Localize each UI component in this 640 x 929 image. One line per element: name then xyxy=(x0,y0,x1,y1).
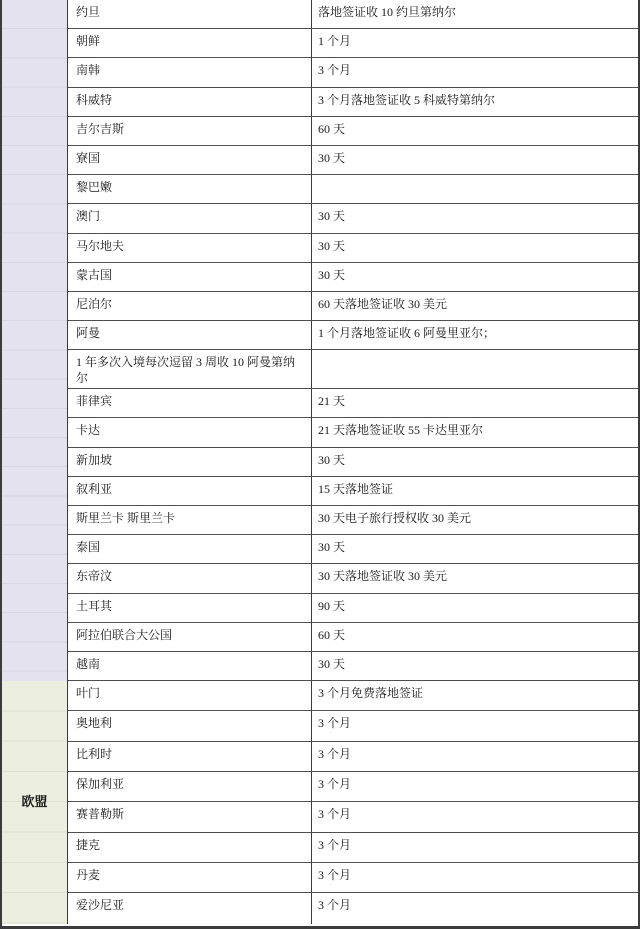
table-section xyxy=(2,681,638,923)
country-cell: 土耳其 xyxy=(68,594,312,622)
note-cell: 30 天 xyxy=(318,267,346,282)
note-cell: 60 天落地签证收 30 美元 xyxy=(318,296,448,311)
note-cell: 3 个月免费落地签证 xyxy=(318,686,424,701)
note-cell: 3 个月 xyxy=(318,807,352,822)
table-row xyxy=(68,175,638,204)
country-cell: 1 年多次入境每次逗留 3 周收 10 阿曼第纳尔 xyxy=(68,350,312,388)
table-row xyxy=(68,594,638,623)
table-row xyxy=(68,506,638,535)
country-cell: 斯里兰卡 斯里兰卡 xyxy=(68,506,312,534)
country-cell: 捷克 xyxy=(68,833,312,862)
note-cell: 30 天 xyxy=(318,238,346,253)
table-row xyxy=(68,321,638,350)
table-row xyxy=(68,742,638,772)
table-row xyxy=(68,88,638,117)
country-cell: 越南 xyxy=(68,652,312,680)
table-row xyxy=(68,681,638,711)
country-cell: 南韩 xyxy=(68,58,312,86)
note-cell xyxy=(312,350,638,388)
note-cell: 1 个月 xyxy=(318,34,352,49)
note-cell: 30 天 xyxy=(318,540,346,555)
country-cell: 新加坡 xyxy=(68,448,312,476)
table-row xyxy=(68,564,638,593)
country-cell: 朝鲜 xyxy=(68,29,312,57)
table-row xyxy=(68,802,638,832)
table-row xyxy=(68,0,638,29)
country-cell: 澳门 xyxy=(68,204,312,232)
country-cell: 阿拉伯联合大公国 xyxy=(68,623,312,651)
category-cell-asia xyxy=(2,0,68,681)
country-cell: 科威特 xyxy=(68,88,312,116)
table-row xyxy=(68,623,638,652)
country-cell: 泰国 xyxy=(68,535,312,563)
table-row xyxy=(68,263,638,292)
country-cell: 尼泊尔 xyxy=(68,292,312,320)
table-row xyxy=(68,652,638,681)
note-cell: 60 天 xyxy=(318,121,346,136)
table-row xyxy=(68,863,638,893)
table-row xyxy=(68,833,638,863)
country-cell: 卡达 xyxy=(68,418,312,446)
country-cell: 奥地利 xyxy=(68,711,312,740)
country-cell: 东帝汶 xyxy=(68,564,312,592)
country-cell: 约旦 xyxy=(68,0,312,28)
table-row xyxy=(68,292,638,321)
country-cell: 保加利亚 xyxy=(68,772,312,801)
table-row xyxy=(68,535,638,564)
note-cell: 30 天电子旅行授权收 30 美元 xyxy=(318,511,472,525)
country-cell: 叙利亚 xyxy=(68,477,312,505)
country-cell: 阿曼 xyxy=(68,321,312,349)
table-row xyxy=(68,58,638,87)
country-cell: 菲律宾 xyxy=(68,389,312,417)
country-cell: 叶门 xyxy=(68,681,312,710)
note-cell: 3 个月 xyxy=(318,867,352,882)
note-cell: 60 天 xyxy=(318,627,346,642)
table-row xyxy=(68,418,638,447)
note-cell: 30 天 xyxy=(318,656,346,671)
table-row xyxy=(68,234,638,263)
note-cell: 落地签证收 10 约旦第纳尔 xyxy=(318,5,457,19)
note-cell: 3 个月 xyxy=(318,746,352,761)
country-cell: 丹麦 xyxy=(68,863,312,892)
table-row xyxy=(68,29,638,58)
table-row xyxy=(68,146,638,175)
note-cell: 3 个月 xyxy=(318,777,352,792)
country-cell: 赛普勒斯 xyxy=(68,802,312,831)
country-cell: 蒙古国 xyxy=(68,263,312,291)
note-cell: 15 天落地签证 xyxy=(318,481,394,496)
table-row xyxy=(68,711,638,741)
table-row xyxy=(68,117,638,146)
note-cell: 30 天 xyxy=(318,209,346,224)
rows xyxy=(68,681,638,923)
note-cell: 21 天落地签证收 55 卡达里亚尔 xyxy=(318,423,484,438)
note-cell: 3 个月 xyxy=(318,63,352,78)
note-cell: 3 个月落地签证收 5 科威特第纳尔 xyxy=(318,92,496,107)
note-cell xyxy=(312,175,638,203)
country-cell: 马尔地夫 xyxy=(68,234,312,262)
country-cell: 寮国 xyxy=(68,146,312,174)
country-cell: 吉尔吉斯 xyxy=(68,117,312,145)
table-row xyxy=(68,204,638,233)
table-row xyxy=(68,350,638,389)
category-label: 欧盟 xyxy=(21,794,48,810)
country-cell: 爱沙尼亚 xyxy=(68,893,312,923)
rows xyxy=(68,0,638,681)
note-cell: 3 个月 xyxy=(318,837,352,852)
note-cell: 21 天 xyxy=(318,394,346,409)
table-row xyxy=(68,772,638,802)
note-cell: 30 天落地签证收 30 美元 xyxy=(318,569,448,584)
table-row xyxy=(68,893,638,923)
country-cell: 黎巴嫩 xyxy=(68,175,312,203)
table-row xyxy=(68,448,638,477)
note-cell: 30 天 xyxy=(318,150,346,165)
note-cell: 3 个月 xyxy=(318,898,352,913)
note-cell: 90 天 xyxy=(318,598,346,613)
note-cell: 3 个月 xyxy=(318,716,352,731)
note-cell: 30 天 xyxy=(318,452,346,467)
note-cell: 1 个月落地签证收 6 阿曼里亚尔； xyxy=(318,326,496,341)
table-section xyxy=(2,0,638,681)
table-row xyxy=(68,477,638,506)
category-cell-eu xyxy=(2,681,68,923)
country-cell: 比利时 xyxy=(68,742,312,771)
table-row xyxy=(68,389,638,418)
